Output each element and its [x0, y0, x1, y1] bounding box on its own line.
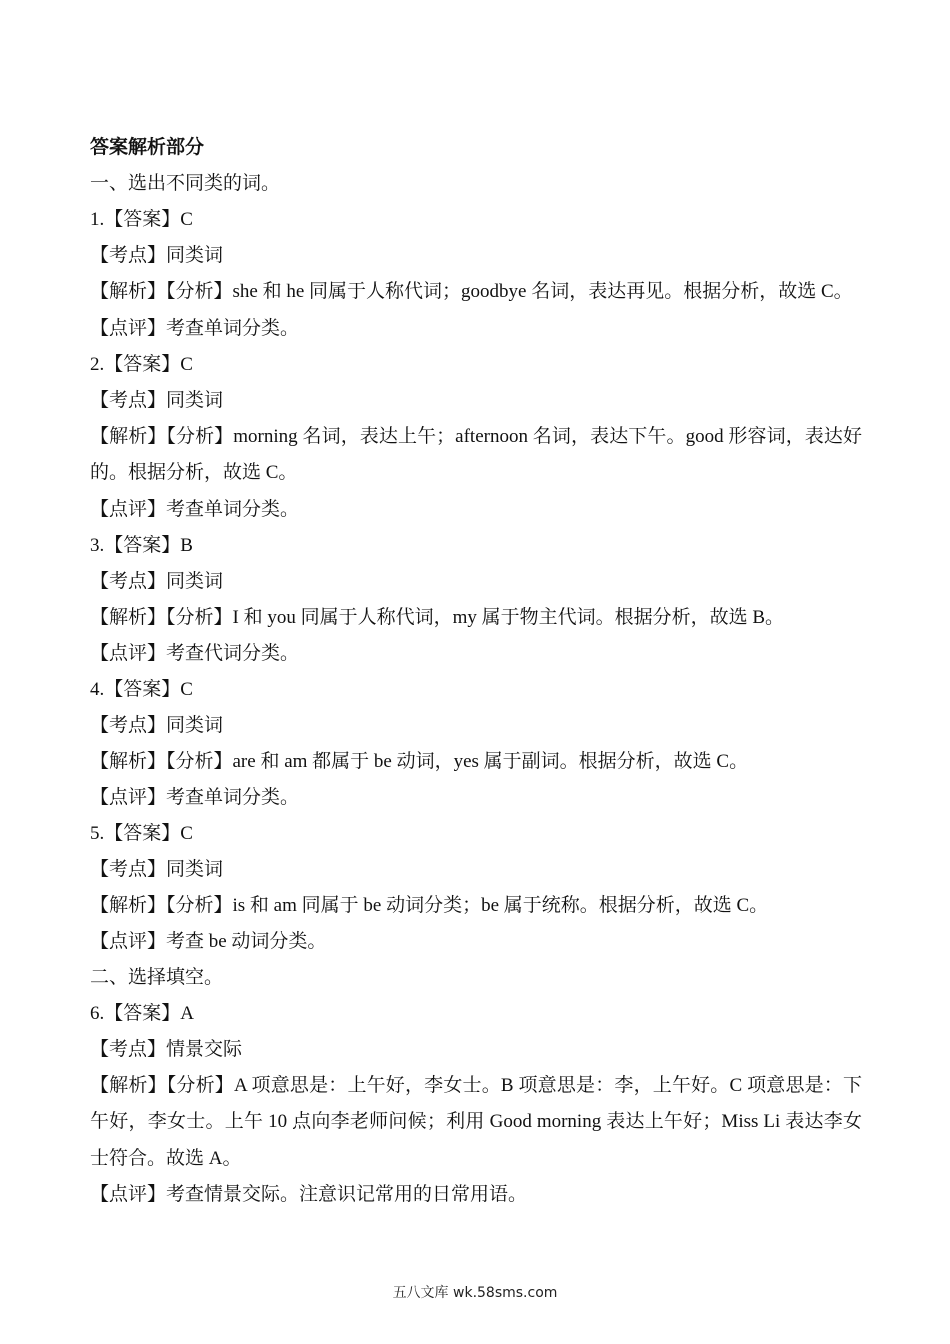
comment-2: 【点评】考查单词分类。: [90, 498, 300, 520]
topic-2: 【考点】同类词: [90, 389, 224, 411]
analysis-3: 【解析】【分析】I 和 you 同属于人称代词，my 属于物主代词。根据分析，故选 B。: [90, 606, 785, 628]
comment-5: 【点评】考查 be 动词分类。: [90, 930, 327, 952]
topic-5: 【考点】同类词: [90, 858, 224, 880]
analysis-4: 【解析】【分析】are 和 am 都属于 be 动词，yes 属于副词。根据分析，故选 C。: [90, 750, 749, 772]
topic-4: 【考点】同类词: [90, 714, 224, 736]
answer-section: [90, 130, 862, 1213]
topic-3: 【考点】同类词: [90, 570, 224, 592]
answer-4: 4.【答案】C: [90, 678, 193, 700]
answer-5: 5.【答案】C: [90, 822, 193, 844]
comment-6: 【点评】考查情景交际。注意识记常用的日常用语。: [90, 1184, 528, 1205]
comment-1: 【点评】考查单词分类。: [90, 317, 300, 339]
topic-1: 【考点】同类词: [90, 245, 224, 266]
answer-3: 3.【答案】B: [90, 534, 193, 556]
analysis-1: 【解析】【分析】she 和 he 同属于人称代词；goodbye 名词，表达再见。根据分析，故选 C。: [90, 281, 853, 302]
answer-6: 6.【答案】A: [90, 1002, 194, 1024]
analysis-2: 【解析】【分析】morning 名词，表达上午；afternoon 名词，表达下午。good 形容词，表达好的。根据分析，故选 C。: [90, 425, 862, 483]
answer-2: 2.【答案】C: [90, 353, 193, 375]
topic-6: 【考点】情景交际: [90, 1038, 243, 1060]
analysis-6: 【解析】【分析】A 项意思是：上午好，李女士。B 项意思是：李，上午好。C 项意思是：下午好，李女士。上午 10 点向李老师问候；利用 Good morning 表达上午好；Miss Li 表达李女士符合。故选 A。: [90, 1074, 862, 1169]
analysis-5: 【解析】【分析】is 和 am 同属于 be 动词分类；be 属于统称。根据分析，故选 C。: [90, 894, 769, 916]
section-heading-2: 二、选择填空。: [90, 966, 224, 988]
section-title: 答案解析部分: [90, 137, 205, 158]
comment-3: 【点评】考查代词分类。: [90, 642, 300, 664]
section-heading-1: 一、选出不同类的词。: [90, 173, 281, 194]
comment-4: 【点评】考查单词分类。: [90, 786, 300, 808]
answer-1: 1.【答案】C: [90, 209, 193, 230]
footer-watermark: 五八文库 wk.58sms.com: [392, 1285, 558, 1301]
